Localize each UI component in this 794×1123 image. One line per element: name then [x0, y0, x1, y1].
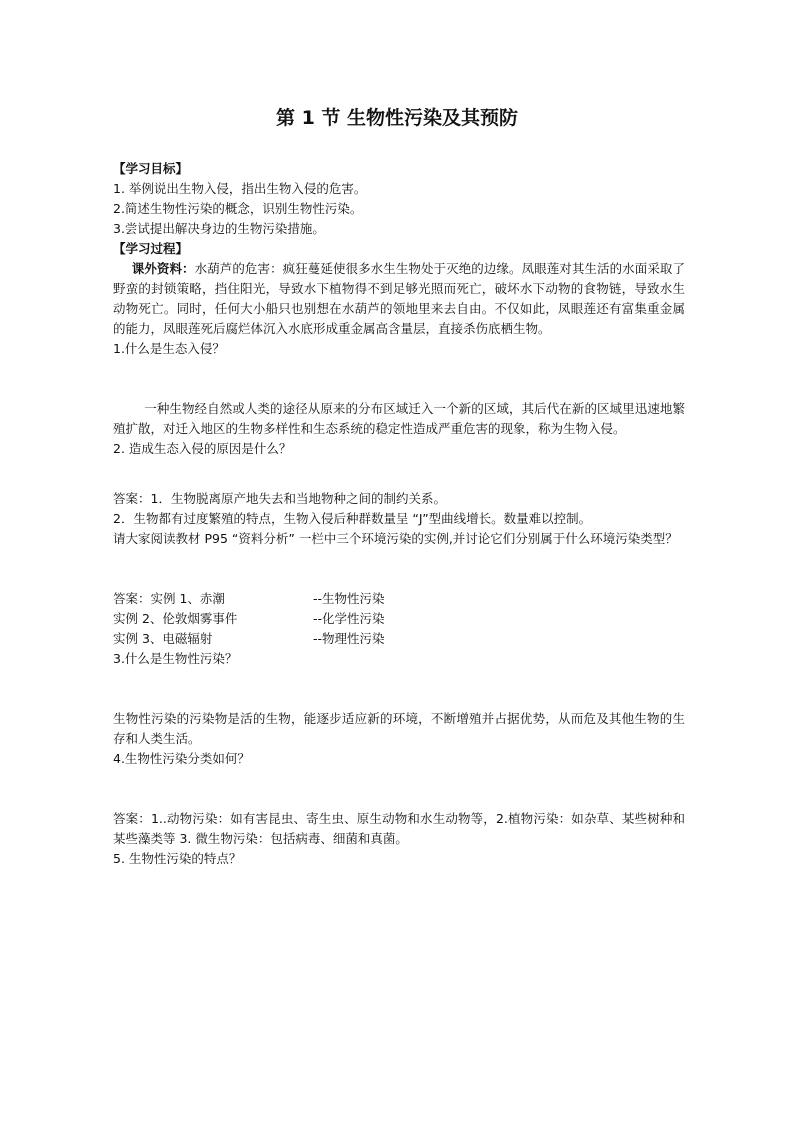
example-name: 实例 3、电磁辐射 — [113, 631, 213, 646]
answer-2-line-2: 2．生物都有过度繁殖的特点，生物入侵后种群数量呈 “J”型曲线增长。数量难以控制。 — [113, 511, 592, 526]
answer-1: 一种生物经自然或人类的途径从原来的分布区域迁入一个新的区域，其后代在新的区域里迅速地繁殖扩散，对迁入地区的生物多样性和生态系统的稳定性造成严重危害的现象，称为生物入侵。 — [113, 401, 685, 436]
example-name: 实例 2、伦敦烟雾事件 — [113, 611, 238, 626]
goal-item-3: 3.尝试提出解决身边的生物污染措施。 — [113, 221, 325, 236]
answer-4: 答案：1..动物污染：如有害昆虫、寄生虫、原生动物和水生动物等，2.植物污染：如杂草、某些树种和某些藻类等 3. 微生物污染：包括病毒、细菌和真菌。 — [113, 811, 685, 846]
reading-prompt: 请大家阅读教材 P95 “资料分析” 一栏中三个环境污染的实例,并讨论它们分别属于什么环境污染类型？ — [113, 531, 678, 546]
goal-item-2: 2.简述生物性污染的概念，识别生物性污染。 — [113, 201, 363, 216]
answer-space — [113, 549, 685, 589]
example-type: --物理性污染 — [313, 631, 385, 646]
extra-reading-text: 水葫芦的危害：疯狂蔓延使很多水生生物处于灭绝的边缘。凤眼莲对其生活的水面采取了野蛮的封锁策略，挡住阳光，导致水下植物得不到足够光照而死亡，破坏水下动物的食物链，导致水生动物死亡。同时，任何大小船只也别想在水葫芦的领地里来去自由。不仅如此，凤眼莲还有富集重金属的能力，凤眼莲死后腐烂体沉入水底形成重金属高含量层，直接杀伤底栖生物。 — [113, 261, 685, 336]
answer-3: 生物性污染的污染物是活的生物，能逐步适应新的环境，不断增殖并占据优势，从而危及其他生物的生存和人类生活。 — [113, 711, 685, 746]
answer-space — [113, 669, 685, 709]
question-1: 1.什么是生态入侵？ — [113, 341, 225, 356]
example-name: 答案：实例 1、赤潮 — [113, 591, 225, 606]
page-title: 第 1 节 生物性污染及其预防 — [275, 107, 519, 129]
example-row — [113, 609, 685, 629]
extra-reading-label: 课外资料： — [131, 261, 195, 276]
question-3: 3.什么是生物性污染？ — [113, 651, 238, 666]
answer-space — [113, 459, 685, 489]
extra-reading-paragraph — [113, 259, 685, 339]
example-type: --生物性污染 — [313, 591, 385, 606]
goals-heading: 【学习目标】 — [113, 161, 189, 176]
answer-space — [113, 769, 685, 809]
example-type: --化学性污染 — [313, 611, 385, 626]
process-heading: 【学习过程】 — [113, 241, 189, 256]
answer-2-line-1: 答案：1．生物脱离原产地失去和当地物种之间的制约关系。 — [113, 491, 446, 506]
question-4: 4.生物性污染分类如何？ — [113, 751, 250, 766]
document-body — [113, 159, 685, 869]
example-row — [113, 629, 685, 649]
example-row — [113, 589, 685, 609]
question-5: 5. 生物性污染的特点？ — [113, 851, 242, 866]
question-2: 2. 造成生态入侵的原因是什么？ — [113, 441, 292, 456]
goal-item-1: 1. 举例说出生物入侵，指出生物入侵的危害。 — [113, 181, 367, 196]
answer-space — [113, 359, 685, 399]
